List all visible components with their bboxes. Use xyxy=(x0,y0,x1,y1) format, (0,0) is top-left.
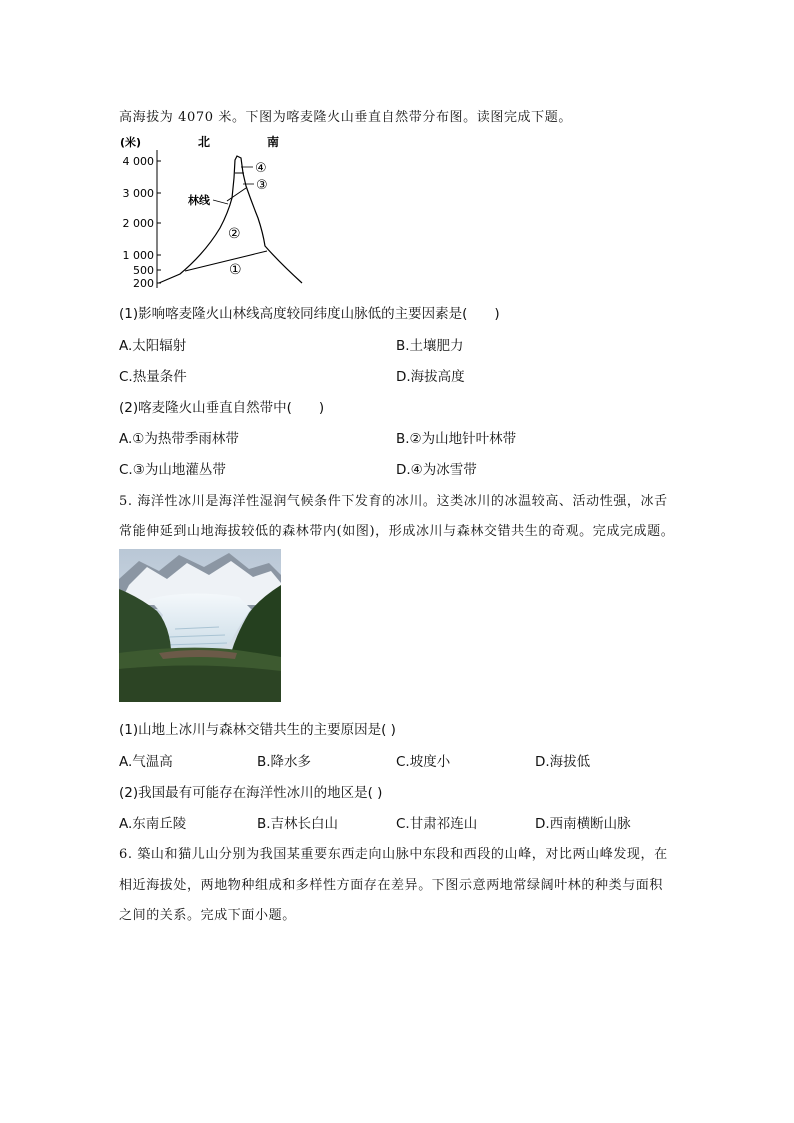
q5-intro-line2: 常能伸延到山地海拔较低的森林带内(如图)，形成冰川与森林交错共生的奇观。完成完成题。 xyxy=(119,524,675,539)
q5-sub1-stem: (1)山地上冰川与森林交错共生的主要原因是( ) xyxy=(119,722,396,738)
q4-sub2-option-b[interactable]: B.②为山地针叶林带 xyxy=(396,431,517,447)
unit-label: (米) xyxy=(120,136,142,149)
q4-intro: 高海拔为 4070 米。下图为喀麦隆火山垂直自然带分布图。读图完成下题。 xyxy=(119,110,572,125)
q5-sub2-option-a[interactable]: A.东南丘陵 xyxy=(119,816,187,832)
q5-sub2-stem: (2)我国最有可能存在海洋性冰川的地区是( ) xyxy=(119,785,383,801)
q5-sub2-option-c[interactable]: C.甘肃祁连山 xyxy=(396,816,478,832)
q4-sub1-option-a[interactable]: A.太阳辐射 xyxy=(119,338,187,354)
vertical-zonation-diagram xyxy=(110,128,330,292)
tick-label-1000: 1 000 xyxy=(122,249,154,262)
q4-sub2-option-a[interactable]: A.①为热带季雨林带 xyxy=(119,431,239,447)
tick-label-500: 500 xyxy=(133,264,154,277)
zone-label-4: ④ xyxy=(255,161,267,176)
zone-label-2: ② xyxy=(228,226,241,242)
tick-label-200: 200 xyxy=(133,277,154,290)
q6-intro-line2: 相近海拔处，两地物种组成和多样性方面存在差异。下图示意两地常绿阔叶林的种类与面积 xyxy=(119,878,664,893)
q5-sub1-option-c[interactable]: C.坡度小 xyxy=(396,754,451,770)
zone-label-1: ① xyxy=(229,262,242,278)
q4-sub2-option-c[interactable]: C.③为山地灌丛带 xyxy=(119,462,226,478)
q4-sub1-option-d[interactable]: D.海拔高度 xyxy=(396,369,465,385)
q5-sub1-option-b[interactable]: B.降水多 xyxy=(257,754,312,770)
q5-sub2-option-d[interactable]: D.西南横断山脉 xyxy=(535,816,631,832)
glacier-forest-photo xyxy=(119,549,281,702)
south-label: 南 xyxy=(267,135,280,149)
q4-sub1-stem: (1)影响喀麦隆火山林线高度较同纬度山脉低的主要因素是( ) xyxy=(119,306,500,322)
treeline-label: 林线 xyxy=(188,194,210,207)
zone-label-3: ③ xyxy=(256,178,268,193)
q5-sub1-option-a[interactable]: A.气温高 xyxy=(119,754,173,770)
q5-intro-line1: 5. 海洋性冰川是海洋性湿润气候条件下发育的冰川。这类冰川的冰温较高、活动性强，冰舌 xyxy=(119,494,668,509)
treeline-boundary xyxy=(227,188,246,201)
q4-sub2-option-d[interactable]: D.④为冰雪带 xyxy=(396,462,477,478)
q6-intro-line1: 6. 築山和猫儿山分别为我国某重要东西走向山脉中东段和西段的山峰，对比两山峰发现，在 xyxy=(119,847,668,862)
q4-sub1-option-c[interactable]: C.热量条件 xyxy=(119,369,187,385)
q6-intro-line3: 之间的关系。完成下面小题。 xyxy=(119,908,296,923)
q4-sub1-option-b[interactable]: B.土壤肥力 xyxy=(396,338,464,354)
q4-sub2-stem: (2)喀麦隆火山垂直自然带中( ) xyxy=(119,400,325,416)
north-label: 北 xyxy=(198,135,211,149)
leader-treeline xyxy=(213,200,228,204)
tick-label-3000: 3 000 xyxy=(122,187,154,200)
tick-label-2000: 2 000 xyxy=(122,217,154,230)
q5-sub2-option-b[interactable]: B.吉林长白山 xyxy=(257,816,339,832)
zone-boundary-1-2 xyxy=(185,251,267,271)
tick-label-4000: 4 000 xyxy=(122,155,154,168)
q5-sub1-option-d[interactable]: D.海拔低 xyxy=(535,754,591,770)
